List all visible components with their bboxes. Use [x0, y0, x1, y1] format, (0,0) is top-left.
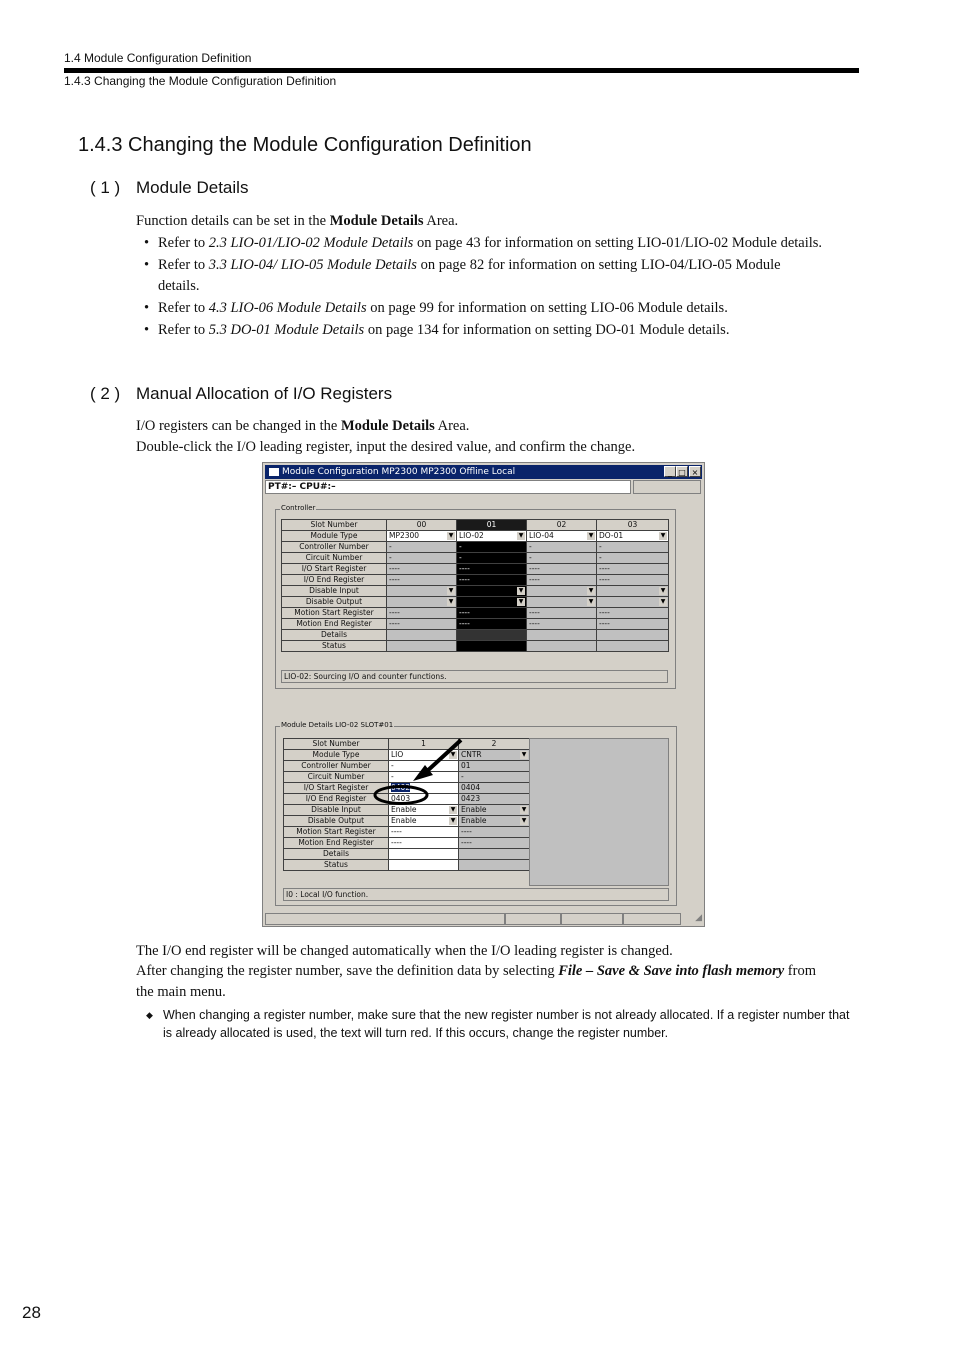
chevron-down-icon: ▼ — [518, 587, 524, 594]
reference-item: • Refer to 3.3 LIO-04/ LIO-05 Module Details on page 82 for information on setting LIO-04/LIO-05 Module details. — [144, 257, 781, 294]
chevron-down-icon: ▼ — [521, 817, 527, 824]
table-row: Disable Input ▼ ▼ ▼ ▼ — [282, 586, 669, 597]
annotation-arrow — [263, 463, 704, 926]
chevron-down-icon: ▼ — [588, 587, 594, 594]
slot-header[interactable]: 03 — [597, 520, 669, 531]
reference-link[interactable]: 4.3 LIO-06 Module Details — [208, 300, 367, 316]
module-details-legend: Module Details LIO-02 SLOT#01 — [281, 721, 394, 729]
reference-list — [144, 233, 824, 342]
subsection-2-number: ( 2 ) — [90, 384, 121, 403]
chevron-down-icon: ▼ — [660, 532, 666, 539]
io-register-intro: I/O registers can be changed in the Module Details Area. — [136, 418, 470, 434]
table-row: Disable Input Enable ▼ Enable ▼ — [284, 805, 530, 816]
table-row: Motion Start Register ---- ---- ---- ---- — [282, 608, 669, 619]
reference-link[interactable]: 2.3 LIO-01/LIO-02 Module Details — [208, 235, 414, 251]
chevron-down-icon: ▼ — [450, 751, 456, 758]
reference-item: • Refer to 2.3 LIO-01/LIO-02 Module Details on page 43 for information on setting LIO-01/LIO-02 Module details. — [144, 235, 823, 251]
table-row: Circuit Number - - — [284, 772, 530, 783]
chevron-down-icon: ▼ — [448, 598, 454, 605]
module-configuration-window — [262, 462, 705, 927]
running-header-section: 1.4 Module Configuration Definition — [64, 51, 252, 65]
chevron-down-icon: ▼ — [588, 532, 594, 539]
pt-cpu-field: PT#:– CPU#:– — [265, 480, 631, 494]
reference-item: • Refer to 5.3 DO-01 Module Details on page 134 for information on setting DO-01 Module details. — [144, 322, 730, 338]
chevron-down-icon: ▼ — [450, 817, 456, 824]
subsection-2-title: Manual Allocation of I/O Registers — [136, 384, 393, 403]
page-number: 28 — [22, 1303, 41, 1322]
table-row: I/O Start Register ---- ---- ---- ---- — [282, 564, 669, 575]
reference-link[interactable]: 5.3 DO-01 Module Details — [208, 322, 365, 338]
slot-header[interactable]: 01 — [457, 520, 527, 531]
after-paragraph-line1: The I/O end register will be changed automatically when the I/O leading register is changed. — [136, 943, 673, 959]
subsection-1-heading — [90, 178, 248, 198]
chevron-down-icon: ▼ — [660, 587, 666, 594]
module-details-intro: Function details can be set in the Module Details Area. — [136, 213, 459, 229]
module-type-select[interactable]: LIO-02 ▼ — [457, 531, 527, 542]
table-row: Motion End Register ---- ---- ---- ---- — [282, 619, 669, 630]
window-title: Module Configuration MP2300 MP2300 Offline Local — [282, 467, 516, 477]
table-row: Controller Number - 01 — [284, 761, 530, 772]
module-type-select[interactable]: MP2300 ▼ — [387, 531, 457, 542]
table-row: Details — [282, 630, 669, 641]
module-type-select[interactable]: LIO-04 ▼ — [527, 531, 597, 542]
table-row: Module Type LIO ▼ CNTR ▼ — [284, 750, 530, 761]
chevron-down-icon: ▼ — [660, 598, 666, 605]
register-note: ◆ When changing a register number, make sure that the new register number is not already allocated. If a register number that is already allocated is used, the text will turn red. If this occurs, change the register number. — [146, 1008, 850, 1040]
table-row: Status — [284, 860, 530, 871]
section-title: 1.4.3 Changing the Module Configuration Definition — [78, 134, 532, 156]
chevron-down-icon: ▼ — [450, 806, 456, 813]
after-paragraph-line2: After changing the register number, save the definition data by selecting File – Save & Save into flash memory from — [136, 963, 816, 979]
chevron-down-icon: ▼ — [448, 532, 454, 539]
table-row: Circuit Number - - - - — [282, 553, 669, 564]
maximize-button[interactable]: □ — [676, 466, 688, 477]
table-row: Slot Number 1 2 — [284, 739, 530, 750]
details-status-bar: I0 : Local I/O function. — [283, 888, 669, 901]
table-row: Status — [282, 641, 669, 652]
table-row: Disable Output Enable ▼ Enable ▼ — [284, 816, 530, 827]
table-row: I/O Start Register 0402 0404 — [284, 783, 530, 794]
subsection-1-title: Module Details — [136, 178, 249, 197]
table-row: I/O End Register ---- ---- ---- ---- — [282, 575, 669, 586]
detail-type-select[interactable]: LIO ▼ — [389, 750, 459, 761]
subsection-1-number: ( 1 ) — [90, 178, 121, 197]
table-row: Module Type MP2300 ▼ LIO-02 ▼ LIO-04 ▼ DO-01 ▼ — [282, 531, 669, 542]
resize-grip-icon: ◢ — [695, 913, 702, 923]
controller-legend: Controller — [281, 504, 316, 512]
close-button[interactable]: × — [689, 466, 701, 477]
table-row: Details — [284, 849, 530, 860]
header-rule — [64, 68, 859, 73]
slot-header[interactable]: 02 — [527, 520, 597, 531]
table-row: Motion End Register ---- ---- — [284, 838, 530, 849]
detail-type-select[interactable]: CNTR ▼ — [459, 750, 530, 761]
module-type-select[interactable]: DO-01 ▼ — [597, 531, 669, 542]
table-row: Disable Output ▼ ▼ ▼ ▼ — [282, 597, 669, 608]
table-row: Controller Number - - - - — [282, 542, 669, 553]
diamond-bullet-icon: ◆ — [146, 1010, 153, 1020]
chevron-down-icon: ▼ — [521, 806, 527, 813]
table-row: Motion Start Register ---- ---- — [284, 827, 530, 838]
chevron-down-icon: ▼ — [588, 598, 594, 605]
io-start-register-input[interactable]: 0404 — [459, 783, 530, 794]
slot-header[interactable]: 00 — [387, 520, 457, 531]
chevron-down-icon: ▼ — [448, 587, 454, 594]
controller-status-bar: LIO-02: Sourcing I/O and counter functions. — [281, 670, 668, 683]
chevron-down-icon: ▼ — [518, 532, 524, 539]
io-start-register-input[interactable]: 0402 — [389, 783, 459, 794]
reference-item: • Refer to 4.3 LIO-06 Module Details on page 99 for information on setting LIO-06 Module details. — [144, 300, 728, 316]
after-paragraph-line3: the main menu. — [136, 984, 226, 1000]
chevron-down-icon: ▼ — [521, 751, 527, 758]
table-row: I/O End Register 0403 0423 — [284, 794, 530, 805]
window-status-bar — [265, 913, 702, 925]
subsection-2-heading — [90, 384, 392, 404]
io-register-instruction: Double-click the I/O leading register, input the desired value, and confirm the change. — [136, 439, 636, 455]
reference-link[interactable]: 3.3 LIO-04/ LIO-05 Module Details — [208, 257, 417, 273]
table-row: Slot Number 00 01 02 03 — [282, 520, 669, 531]
chevron-down-icon: ▼ — [518, 598, 524, 605]
running-header-subsection: 1.4.3 Changing the Module Configuration Definition — [64, 74, 337, 88]
minimize-button[interactable]: _ — [664, 466, 676, 477]
